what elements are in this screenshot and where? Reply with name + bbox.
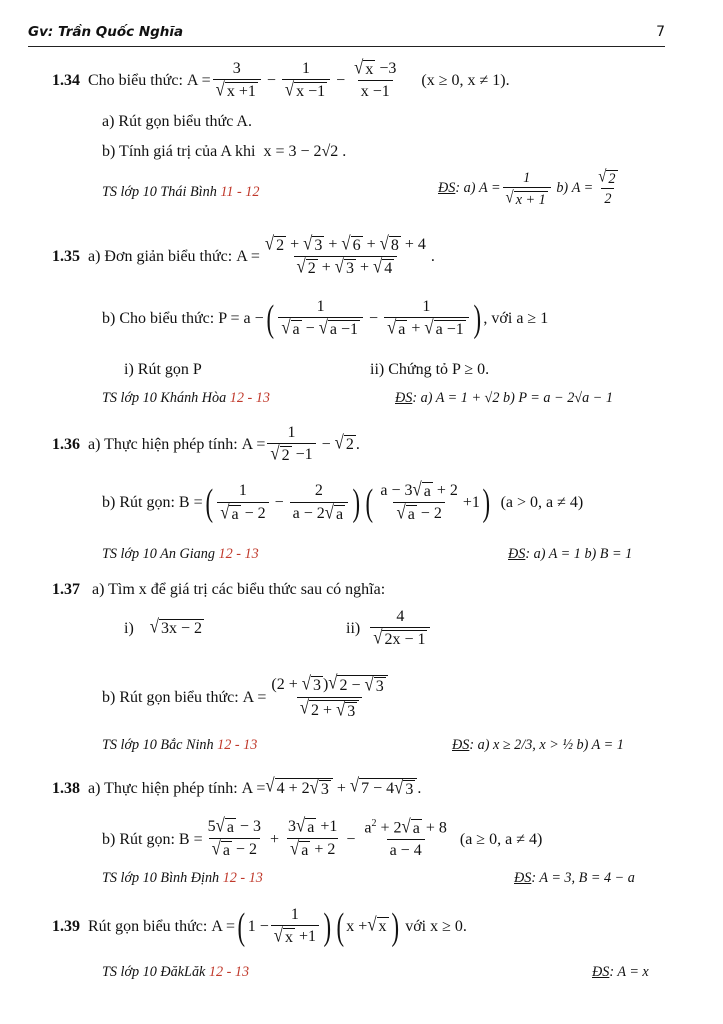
problem-1-38-part-b: b) Rút gọn: B = 5 √ a − 3 √ a − 2 + 3 √ a +1 √ a + 2 − $a^2 + 2$ √ a + 8 a − 4 (a ≥ 0, a ≠ 4) bbox=[102, 814, 543, 860]
part-b-condition: (a > 0, a ≠ 4) bbox=[500, 494, 584, 512]
author-name: Gv: Trần Quốc Nghĩa bbox=[28, 24, 184, 40]
source-text: TS lớp 10 Bình Định bbox=[102, 870, 220, 886]
part-b-condition: , với a ≥ 1 bbox=[483, 310, 549, 327]
part-b-value: x = 3 − 2√2 . bbox=[263, 143, 347, 160]
problem-1-37-sub-ii: ii) 4 √ 2x − 1 bbox=[346, 608, 432, 649]
answer-1-34: ĐS : a) A = 1 √ x + 1 b) A = √ 2 2 bbox=[438, 167, 616, 208]
problem-1-34-part-a: a) Rút gọn biểu thức A. bbox=[102, 113, 252, 130]
problem-1-35-part-a: 1.35 a) Đơn giản biểu thức: A = √ 2 + √ 3 + √ 6 + √ 8 + 4 √ 2 + √ 3 + √ 4 . bbox=[52, 232, 435, 277]
condition: (x ≥ 0, x ≠ 1). bbox=[421, 72, 510, 89]
source-year: 12 - 13 bbox=[229, 390, 270, 406]
problem-intro: Cho biểu thức: bbox=[88, 72, 183, 89]
part-b-text: b) Tính giá trị của A khi bbox=[102, 143, 256, 160]
part-a-text: a) Đơn giản biểu thức: bbox=[88, 248, 233, 266]
problem-text: Rút gọn biểu thức: bbox=[88, 918, 208, 935]
source-year: 12 - 13 bbox=[208, 964, 250, 980]
answer-1-37 bbox=[452, 737, 624, 754]
problem-1-36-part-b: b) Rút gọn: B = ( 1 √ a − 2 − 2 a − 2 √ a ) ( a − 3 √ a + 2 √ a − 2 +1 ) (a > 0, a ≠ 4) bbox=[102, 478, 584, 524]
problem-number: 1.36 bbox=[52, 436, 80, 453]
problem-1-35-sub-i: i) Rút gọn P bbox=[124, 361, 202, 378]
answer-text: : a) x ≥ 2/3, x > ½ b) A = 1 bbox=[469, 737, 624, 753]
answer-label: ĐS bbox=[438, 180, 456, 197]
part-a-text: a) Thực hiện phép tính: bbox=[88, 436, 238, 453]
answer-1-39 bbox=[592, 964, 649, 981]
answer-text: : a) A = 1 + √2 b) P = a − 2√a − 1 bbox=[412, 390, 613, 406]
answer-label: ĐS bbox=[514, 870, 532, 886]
answer-prefix: : a) bbox=[455, 180, 476, 197]
part-b-text: b) Cho biểu thức: bbox=[102, 310, 215, 327]
part-b-condition: (a ≥ 0, a ≠ 4) bbox=[459, 830, 543, 848]
problem-1-34-part-b bbox=[102, 142, 346, 161]
answer-label: ĐS bbox=[592, 964, 610, 980]
sub-label: ii) bbox=[346, 620, 361, 637]
source-text: TS lớp 10 Khánh Hòa bbox=[102, 390, 227, 406]
problem-number: 1.39 bbox=[52, 918, 80, 935]
answer-mid: b) bbox=[556, 180, 569, 197]
problem-number: 1.34 bbox=[52, 72, 80, 89]
source-year: 11 - 12 bbox=[220, 184, 260, 200]
part-b-text: b) Rút gọn: bbox=[102, 830, 175, 848]
answer-1-36 bbox=[508, 546, 632, 563]
problem-1-37-part-b: b) Rút gọn biểu thức: A = (2 + √ 3 ) √ 2 − √ 3 √ 2 + √ 3 bbox=[102, 675, 393, 721]
page-number: 7 bbox=[656, 24, 665, 40]
answer-text: : A = 3, B = 4 − a bbox=[531, 870, 635, 886]
source-1-38 bbox=[102, 870, 263, 887]
problem-1-39-statement: 1.39 Rút gọn biểu thức: A = ( 1 − 1 √ x +1 ) ( x + √ x ) với x ≥ 0. bbox=[52, 905, 467, 948]
source-year: 12 - 13 bbox=[217, 737, 258, 753]
problem-1-36-part-a: 1.36 a) Thực hiện phép tính: A = 1 √ 2 −1 − √ 2 . bbox=[52, 424, 360, 465]
condition: với x ≥ 0. bbox=[405, 918, 467, 935]
formula-A: A = 3 √ x +1 − 1 √ x −1 − √ x −3 x −1 bbox=[186, 56, 397, 101]
source-1-34 bbox=[102, 184, 259, 201]
part-b-text: b) Rút gọn biểu thức: bbox=[102, 689, 239, 707]
problem-1-35-part-b: b) Cho biểu thức: P = a − ( 1 √ a − √ a −1 − 1 √ a + √ a −1 ) , với a ≥ 1 bbox=[102, 297, 549, 340]
source-text: TS lớp 10 Bắc Ninh bbox=[102, 737, 214, 753]
part-b-text: b) Rút gọn: bbox=[102, 494, 175, 512]
source-text: TS lớp 10 ĐăkLăk bbox=[102, 964, 206, 980]
answer-label: ĐS bbox=[452, 737, 470, 753]
problem-1-34-statement bbox=[52, 56, 510, 101]
page-header bbox=[28, 22, 665, 47]
source-text: TS lớp 10 An Giang bbox=[102, 546, 215, 562]
source-1-37 bbox=[102, 737, 257, 754]
problem-number: 1.35 bbox=[52, 248, 80, 266]
source-1-35 bbox=[102, 390, 270, 407]
source-year: 12 - 13 bbox=[218, 546, 259, 562]
problem-1-38-part-a: 1.38 a) Thực hiện phép tính: A = √ 4 + 2 √ 3 + √ 7 − 4 √ 3 . bbox=[52, 774, 422, 799]
source-1-36 bbox=[102, 546, 259, 563]
answer-text: : A = x bbox=[609, 964, 649, 980]
answer-1-38 bbox=[514, 870, 635, 887]
source-year: 12 - 13 bbox=[222, 870, 263, 886]
source-1-39 bbox=[102, 964, 249, 981]
problem-number: 1.37 bbox=[52, 581, 80, 598]
part-a-text: a) Tìm x để giá trị các biểu thức sau có nghĩa: bbox=[92, 581, 386, 598]
problem-1-35-sub-ii: ii) Chứng tỏ P ≥ 0. bbox=[370, 361, 490, 378]
problem-1-37-part-a bbox=[52, 580, 385, 599]
answer-1-35 bbox=[395, 390, 613, 407]
answer-label: ĐS bbox=[508, 546, 526, 562]
part-a-text: a) Thực hiện phép tính: bbox=[88, 779, 238, 797]
problem-number: 1.38 bbox=[52, 779, 80, 797]
source-text: TS lớp 10 Thái Bình bbox=[102, 184, 217, 200]
answer-text: : a) A = 1 b) B = 1 bbox=[525, 546, 633, 562]
answer-label: ĐS bbox=[395, 390, 413, 406]
problem-1-37-sub-i: i) √ 3x − 2 bbox=[124, 615, 203, 638]
sub-label: i) bbox=[124, 619, 134, 637]
